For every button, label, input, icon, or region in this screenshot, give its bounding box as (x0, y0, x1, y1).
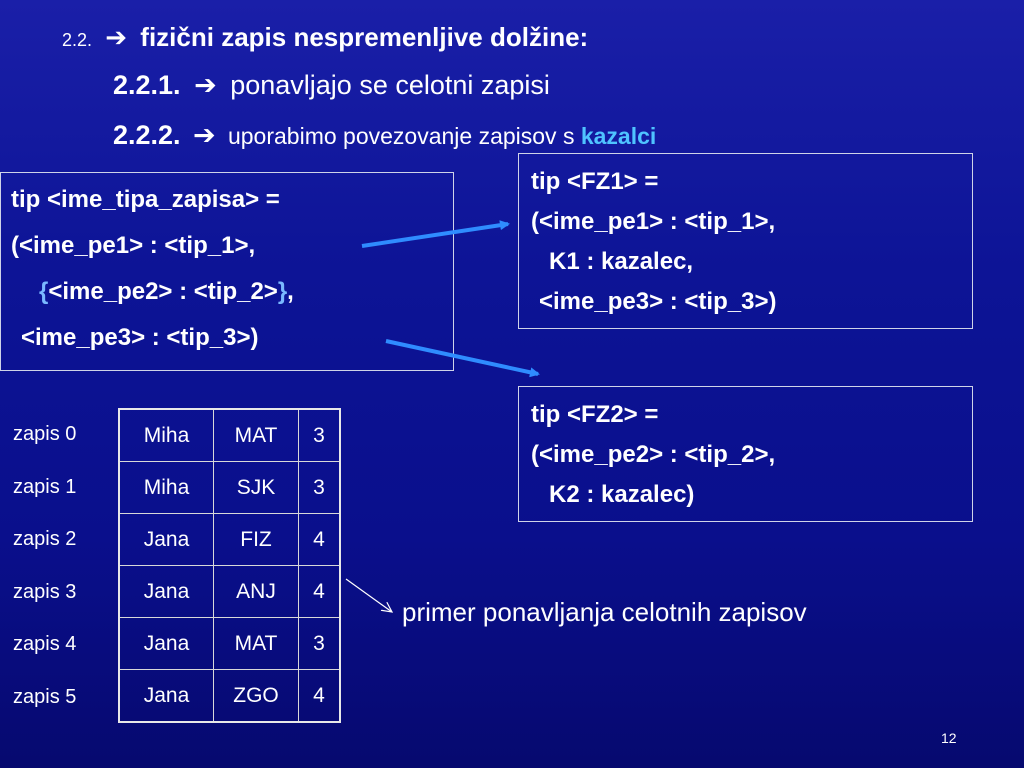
grade-cell: 4 (299, 566, 341, 618)
fz2-line-1: tip <FZ2> = (531, 401, 659, 428)
heading-1-text: fizični zapis nespremenljive dolžine: (140, 22, 589, 52)
type-line-1: tip <ime_tipa_zapisa> = (11, 186, 280, 213)
subject-cell: MAT (214, 618, 299, 670)
right-arrow-icon: ➔ (194, 70, 217, 100)
heading-1-number: 2.2. (62, 30, 93, 50)
heading-2-number: 2.2.1. (113, 70, 181, 100)
table-row (119, 409, 340, 462)
type-line-3-tail: , (287, 278, 294, 305)
name-cell: Jana (119, 618, 214, 670)
subject-cell: FIZ (214, 514, 299, 566)
record-label: zapis 2 (13, 528, 77, 550)
subject-cell: MAT (214, 409, 299, 462)
name-cell: Miha (119, 462, 214, 514)
arrow-to-fz1 (362, 224, 508, 246)
record-label: zapis 3 (13, 580, 77, 603)
fz1-line-3: K1 : kazalec, (549, 248, 694, 275)
record-label: zapis 5 (13, 685, 77, 708)
subject-cell: SJK (214, 462, 299, 514)
right-arrow-icon: ➔ (105, 22, 128, 52)
fz2-line-2: (<ime_pe2> : <tip_2>, (531, 441, 776, 468)
table-row (119, 514, 340, 566)
table-caption: primer ponavljanja celotnih zapisov (402, 597, 807, 627)
records-table (118, 408, 341, 723)
heading-3-text: uporabimo povezovanje zapisov s (227, 123, 575, 149)
close-brace: } (277, 278, 288, 305)
open-brace: { (39, 278, 49, 305)
fz2-line-3: K2 : kazalec) (549, 481, 695, 508)
record-label: zapis 0 (13, 423, 77, 445)
heading-3-number: 2.2.2. (113, 120, 181, 150)
grade-cell: 4 (299, 514, 341, 566)
subject-cell: ANJ (214, 566, 299, 618)
name-cell: Jana (119, 514, 214, 566)
arrow-to-fz2 (386, 341, 538, 374)
grade-cell: 3 (299, 618, 341, 670)
grade-cell: 3 (299, 409, 341, 462)
fz1-line-4: <ime_pe3> : <tip_3>) (539, 288, 777, 315)
right-arrow-icon: ➔ (192, 120, 216, 150)
fz1-line-1: tip <FZ1> = (531, 168, 659, 195)
table-row (119, 566, 340, 618)
name-cell: Jana (119, 670, 214, 723)
table-row (119, 618, 340, 670)
grade-cell: 3 (299, 462, 341, 514)
heading-3-highlight: kazalci (580, 123, 657, 149)
subject-cell: ZGO (214, 670, 299, 723)
table-row (119, 462, 340, 514)
record-label: zapis 1 (13, 475, 77, 498)
type-line-2: (<ime_pe1> : <tip_1>, (11, 232, 256, 259)
name-cell: Jana (119, 566, 214, 618)
fz1-line-2: (<ime_pe1> : <tip_1>, (531, 208, 776, 235)
caption-pointer (346, 579, 392, 612)
page-number: 12 (941, 730, 957, 746)
record-labels (13, 408, 76, 723)
record-label: zapis 4 (13, 633, 77, 655)
name-cell: Miha (119, 409, 214, 462)
table-row (119, 670, 340, 723)
heading-2-text: ponavljajo se celotni zapisi (230, 70, 550, 100)
type-line-4: <ime_pe3> : <tip_3>) (21, 324, 259, 351)
type-line-3-body: <ime_pe2> : <tip_2> (48, 278, 278, 305)
grade-cell: 4 (299, 670, 341, 723)
